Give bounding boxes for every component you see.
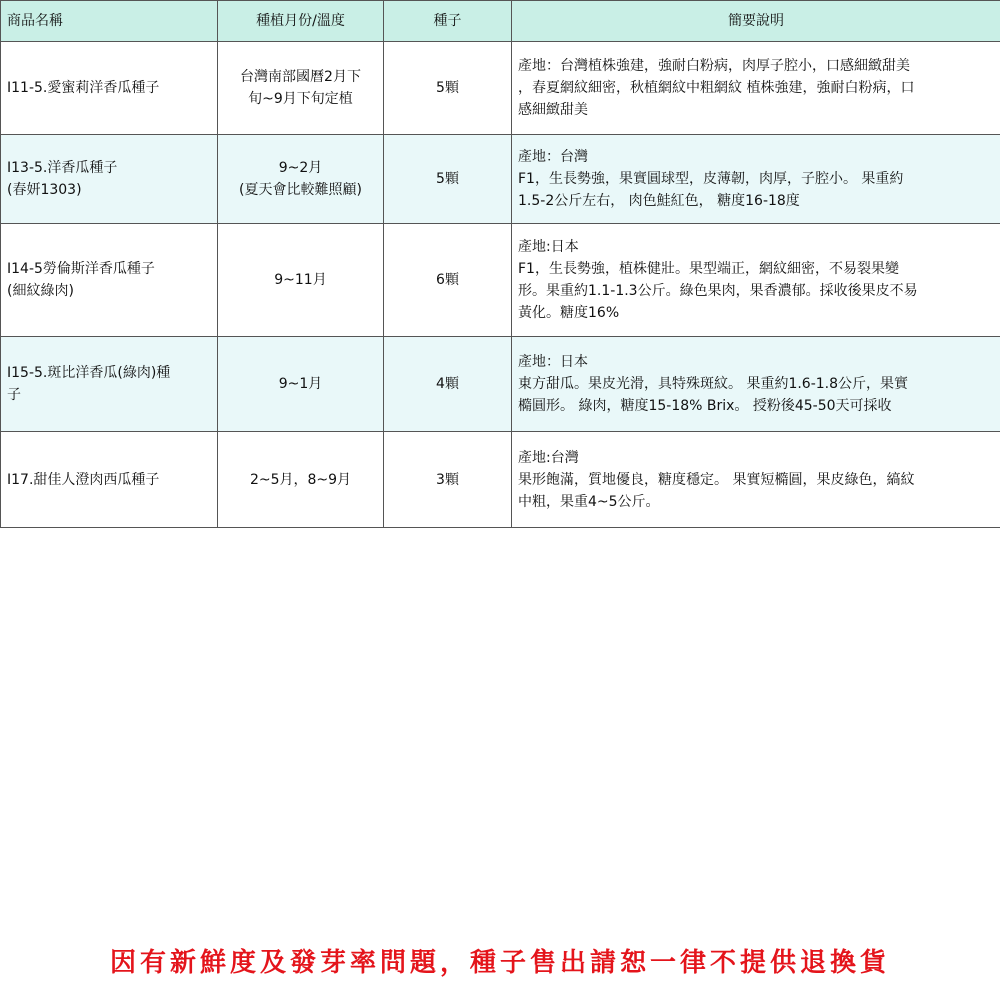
product-name-line: I17.甜佳人澄肉西瓜種子	[7, 471, 160, 488]
description-line: 東方甜瓜。果皮光滑，具特殊斑紋。 果重約1.6-1.8公斤，果實	[518, 376, 909, 392]
planting-line: 台灣南部國曆2月下	[240, 69, 361, 85]
description-line: 形。果重約1.1-1.3公斤。綠色果肉，果香濃郁。採收後果皮不易	[518, 283, 918, 299]
cell-product-name	[1, 42, 218, 135]
description-line: 橢圓形。 綠肉，糖度15-18% Brix。 授粉後45-50天可採收	[518, 398, 892, 414]
cell-planting-month	[218, 224, 384, 337]
cell-description	[512, 432, 1000, 528]
planting-line: 2~5月，8~9月	[249, 471, 352, 488]
cell-description	[512, 135, 1000, 224]
cell-planting-month	[218, 432, 384, 528]
description-line: 產地:台灣	[518, 449, 579, 466]
product-name-line: I11-5.愛蜜莉洋香瓜種子	[7, 80, 160, 96]
cell-seed-count: 5顆	[384, 42, 512, 135]
cell-product-name	[1, 224, 218, 337]
header-description: 簡要說明	[512, 1, 1000, 42]
description-line: 感細緻甜美	[518, 102, 588, 118]
description-line: 產地：台灣	[518, 149, 588, 165]
product-name-line: (春妍1303)	[7, 182, 82, 198]
cell-seed-count: 6顆	[384, 224, 512, 337]
table-row	[1, 337, 1000, 432]
description-line: 產地:日本	[518, 239, 579, 255]
product-name-line: (細紋綠肉)	[7, 283, 74, 299]
description-line: 產地：日本	[518, 354, 588, 370]
cell-planting-month	[218, 42, 384, 135]
product-name-line: 子	[7, 387, 21, 403]
table-row	[1, 42, 1000, 135]
cell-seed-count: 5顆	[384, 135, 512, 224]
cell-description	[512, 337, 1000, 432]
description-line: 1.5-2公斤左右， 肉色鮭紅色， 糖度16-18度	[518, 193, 800, 209]
description-line: 黃化。糖度16%	[518, 305, 620, 321]
cell-product-name	[1, 135, 218, 224]
product-name-line: I15-5.斑比洋香瓜(綠肉)種	[7, 365, 171, 381]
description-line: 果形飽滿，質地優良，糖度穩定。 果實短橢圓，果皮綠色，縞紋	[518, 471, 915, 488]
table-row	[1, 224, 1000, 337]
cell-description	[512, 224, 1000, 337]
cell-planting-month	[218, 135, 384, 224]
table-row	[1, 432, 1000, 528]
cell-description	[512, 42, 1000, 135]
product-name-line: I13-5.洋香瓜種子	[7, 160, 118, 176]
planting-line: (夏天會比較難照顧)	[239, 182, 362, 198]
no-return-notice: 因有新鮮度及發芽率問題，種子售出請恕一律不提供退換貨	[109, 948, 890, 978]
description-line: 產地：台灣植株強建，強耐白粉病，肉厚子腔小，口感細緻甜美	[518, 58, 910, 74]
header-planting-month: 種植月份/溫度	[218, 1, 384, 42]
cell-planting-month	[218, 337, 384, 432]
description-line: F1，生長勢強，果實圓球型，皮薄韌，肉厚，子腔小。 果重約	[518, 171, 904, 187]
planting-line: 9~2月	[278, 160, 323, 176]
description-line: 中粗，果重4~5公斤。	[518, 493, 660, 510]
planting-line: 旬~9月下旬定植	[248, 91, 353, 107]
table-header-row	[1, 1, 1000, 42]
description-line: F1，生長勢強，植株健壯。果型端正，網紋細密，不易裂果變	[518, 261, 899, 277]
cell-product-name	[1, 432, 218, 528]
planting-line: 9~11月	[274, 272, 327, 288]
description-line: ，春夏網紋細密，秋植網紋中粗網紋 植株強建，強耐白粉病，口	[518, 80, 915, 96]
header-seeds: 種子	[384, 1, 512, 42]
table-row	[1, 135, 1000, 224]
cell-seed-count: 3顆	[384, 432, 512, 528]
cell-seed-count: 4顆	[384, 337, 512, 432]
cell-product-name	[1, 337, 218, 432]
planting-line: 9~1月	[278, 376, 323, 392]
header-product-name: 商品名稱	[1, 1, 218, 42]
product-name-line: I14-5勞倫斯洋香瓜種子	[7, 261, 155, 277]
